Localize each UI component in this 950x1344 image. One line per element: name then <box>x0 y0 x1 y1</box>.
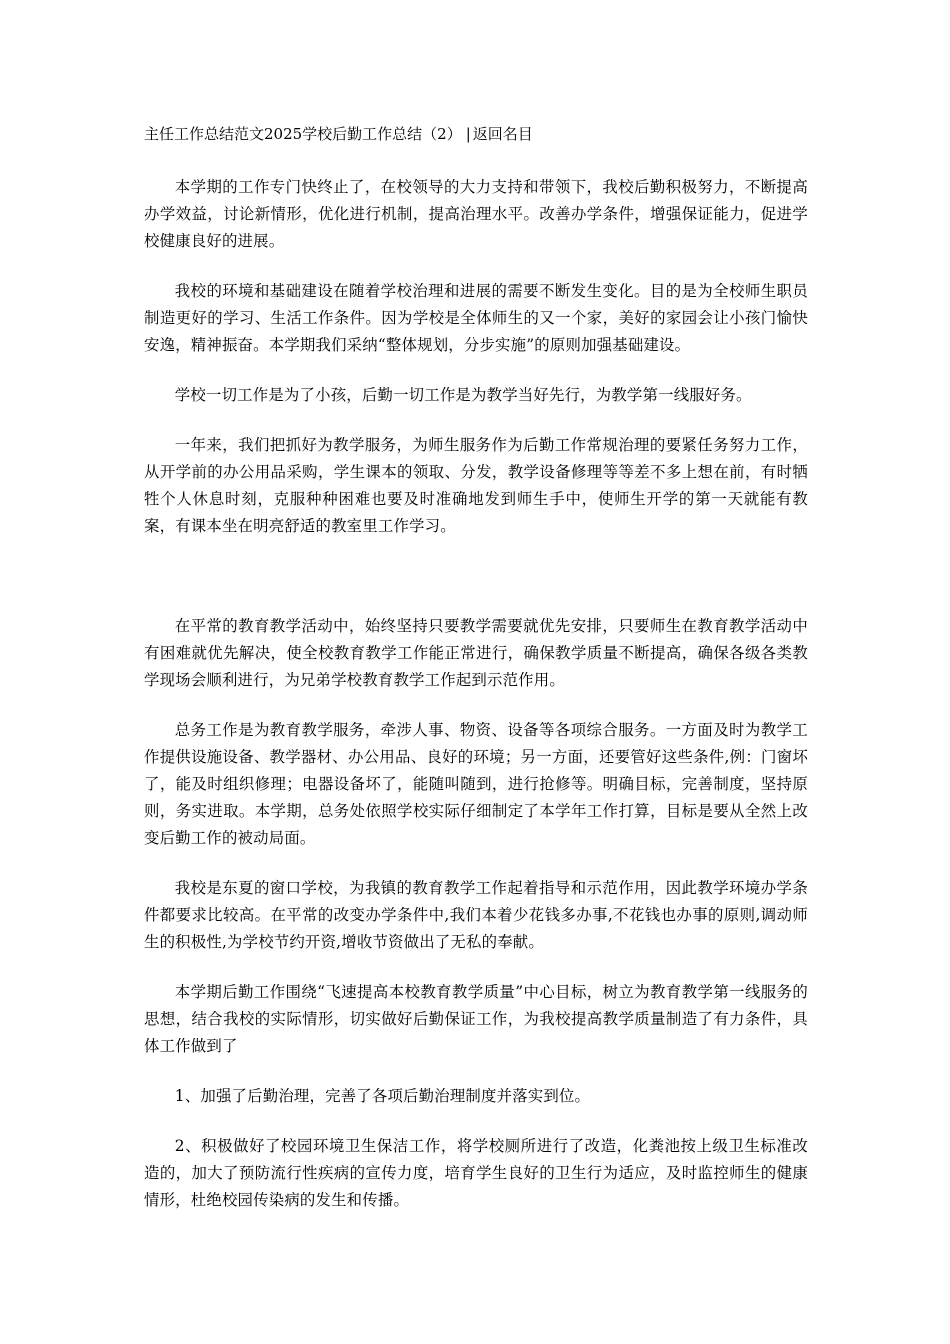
section-gap <box>144 563 808 613</box>
paragraph-service-principle: 学校一切工作是为了小孩，后勤一切工作是为教学当好先行，为教学第一线服好务。 <box>174 386 752 404</box>
paragraph-year-review: 一年来，我们把抓好为教学服务，为师生服务作为后勤工作常规治理的要紧任务努力工作，从开学前的办公用品采购，学生课本的领取、分发，教学设备修理等等差不多上想在前，有时牺牲个人休息时刻，克服种种困难也要及时准确地发到师生手中，使师生开学的第一天就能有教案，有课本坐在明亮舒适的教室里工作学习。 <box>144 436 808 535</box>
document-page <box>144 122 808 1237</box>
back-to-contents-link[interactable]: 返回名目 <box>472 125 533 143</box>
paragraph-intro: 本学期的工作专门快终止了，在校领导的大力支持和带领下，我校后勤积极努力，不断提高办学效益，讨论新情形，优化进行机制，提高治理水平。改善办学条件，增强保证能力，促进学校健康良好的进展。 <box>144 178 808 250</box>
paragraph-semester-goal: 本学期后勤工作围绕“飞速提高本校教育教学质量”中心目标，树立为教育教学第一线服务的思想，结合我校的实际情形，切实做好后勤保证工作，为我校提高教学质量制造了有力条件，具体工作做到了 <box>144 983 808 1055</box>
document-header <box>144 122 808 146</box>
list-item-hygiene: 2、积极做好了校园环境卫生保洁工作，将学校厕所进行了改造，化粪池按上级卫生标准改造的，加大了预防流行性疾病的宣传力度，培育学生良好的卫生行为适应，及时监控师生的健康情形，杜绝校园传染病的发生和传播。 <box>144 1137 808 1209</box>
document-title: 主任工作总结范文2025学校后勤工作总结（2） <box>144 125 462 143</box>
header-separator: | <box>465 125 471 143</box>
paragraph-teaching-priority: 在平常的教育教学活动中，始终坚持只要教学需要就优先安排，只要师生在教育教学活动中有困难就优先解决，使全校教育教学工作能正常进行，确保教学质量不断提高，确保各级各类教学现场会顺利进行，为兄弟学校教育教学工作起到示范作用。 <box>144 617 808 689</box>
paragraph-general-affairs: 总务工作是为教育教学服务，牵涉人事、物资、设备等各项综合服务。一方面及时为教学工作提供设施设备、教学器材、办公用品、良好的环境；另一方面，还要管好这些条件,例：门窗坏了，能及时组织修理；电器设备坏了，能随叫随到，进行抢修等。明确目标，完善制度，坚持原则，务实进取。本学期，总务处依照学校实际仔细制定了本学年工作打算，目标是要从全然上改变后勤工作的被动局面。 <box>144 721 808 847</box>
paragraph-window-school: 我校是东夏的窗口学校，为我镇的教育教学工作起着指导和示范作用，因此教学环境办学条件都要求比较高。在平常的改变办学条件中,我们本着少花钱多办事,不花钱也办事的原则,调动师生的积极性,为学校节约开资,增收节资做出了无私的奉献。 <box>144 879 808 951</box>
list-item-management: 1、加强了后勤治理，完善了各项后勤治理制度并落实到位。 <box>174 1087 591 1105</box>
paragraph-environment: 我校的环境和基础建设在随着学校治理和进展的需要不断发生变化。目的是为全校师生职员制造更好的学习、生活工作条件。因为学校是全体师生的又一个家，美好的家园会让小孩门愉快安逸，精神振奋。本学期我们采纳“整体规划，分步实施”的原则加强基础建设。 <box>144 282 808 354</box>
